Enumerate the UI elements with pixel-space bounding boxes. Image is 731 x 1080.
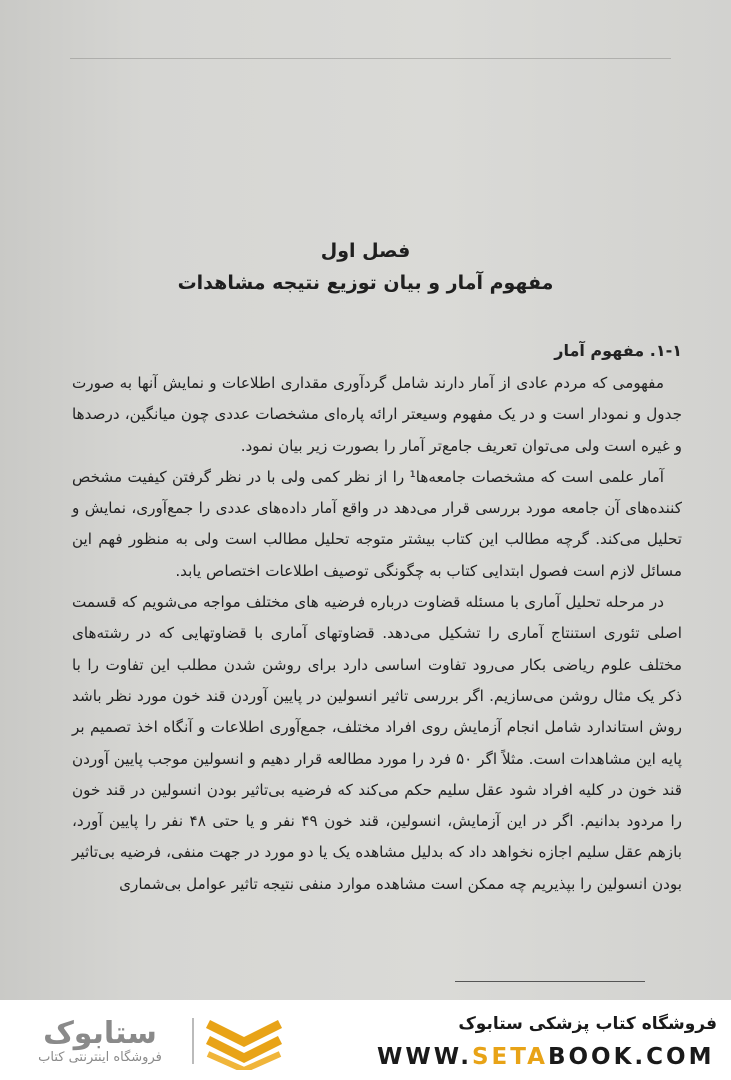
chapter-number: فصل اول	[320, 240, 411, 262]
logo-divider	[192, 1018, 194, 1064]
paragraph: در مرحله تحلیل آماری با مسئله قضاوت درباره فرضیه های مختلف مواجه می‌شویم که قسمت اصلی تئوری استنتاج آماری را تشکیل می‌دهد. قضاوتهای آماری با قضاوتهایی که در رشته‌های مختلف علوم ریاضی بکار می‌رود تفاوت اساسی دارد برای روشن شدن مطلب این تفاوت را با ذکر یک مثال روشن می‌سازیم. اگر بررسی تاثیر انسولین در پایین آوردن قند خون مورد نظر باشد روش استاندارد شامل انجام آزمایش روی افراد مختلف، جمع‌آوری اطلاعات و آنگاه اخذ تصمیم بر پایه این مشاهدات است. مثلاً اگر ۵۰ فرد را مورد مطالعه قرار دهیم و انسولین موجب پایین آوردن قند خون در کلیه افراد شود عقل سلیم حکم می‌کند که فرضیه بی‌تاثیر بودن انسولین در قند خون را مردود بدانیم. اگر در این آزمایش، انسولین، قند خون ۴۹ نفر و یا حتی ۴۸ نفر را پایین آورد، بازهم عقل سلیم اجازه نخواهد داد که بدلیل مشاهده یک یا دو مورد در جهت منفی، فرضیه بی‌تاثیر بودن انسولین را بپذیریم چه ممکن است مشاهده موارد منفی نتیجه تاثیر عوامل بی‌شماری	[72, 593, 682, 893]
store-banner	[0, 1000, 731, 1080]
paragraph: آمار علمی است که مشخصات جامعه‌ها¹ را از نظر کمی ولی با در نظر گرفتن کیفیت مشخص کننده‌های آن جامعه مورد بررسی قرار می‌دهد در واقع آمار داده‌های عددی را جمع‌آوری، نمایش و تحلیل می‌کند. گرچه مطالب این کتاب بیشتر متوجه تحلیل مطالب است ولی به منظور فهم این مسائل لازم است فصول ابتدایی کتاب به چگونگی توصیف اطلاعات اختصاص یابد.	[72, 467, 682, 580]
logo-wordmark: ستابوک	[43, 1016, 157, 1051]
store-url[interactable]	[377, 1044, 714, 1070]
store-logo	[20, 1012, 290, 1072]
chapter-title: مفهوم آمار و بیان توزیع نتیجه مشاهدات	[177, 272, 554, 294]
running-header-rule	[70, 58, 671, 59]
book-stack-icon	[202, 1014, 286, 1070]
logo-subtitle: فروشگاه اینترنتی کتاب	[38, 1050, 162, 1065]
paragraph: مفهومی که مردم عادی از آمار دارند شامل گردآوری مقداری اطلاعات و نمایش آنها به صورت جدول و نمودار است و در یک مفهوم وسیعتر ارائه پاره‌ای مشخصات عددی چون میانگین، درصدها و غیره است ولی می‌توان تعریف جامع‌تر آمار را بصورت زیر بیان نمود.	[72, 374, 682, 455]
url-prefix: WWW.	[377, 1044, 472, 1070]
chapter-heading	[0, 236, 731, 300]
url-highlight: SETA	[471, 1044, 548, 1070]
store-name: فروشگاه کتاب پزشکی ستابوک	[458, 1014, 717, 1034]
url-suffix: BOOK.COM	[547, 1044, 715, 1070]
section-title: ۱-۱. مفهوم آمار	[554, 341, 682, 360]
footnote-divider	[455, 981, 645, 982]
body-text	[72, 334, 682, 900]
